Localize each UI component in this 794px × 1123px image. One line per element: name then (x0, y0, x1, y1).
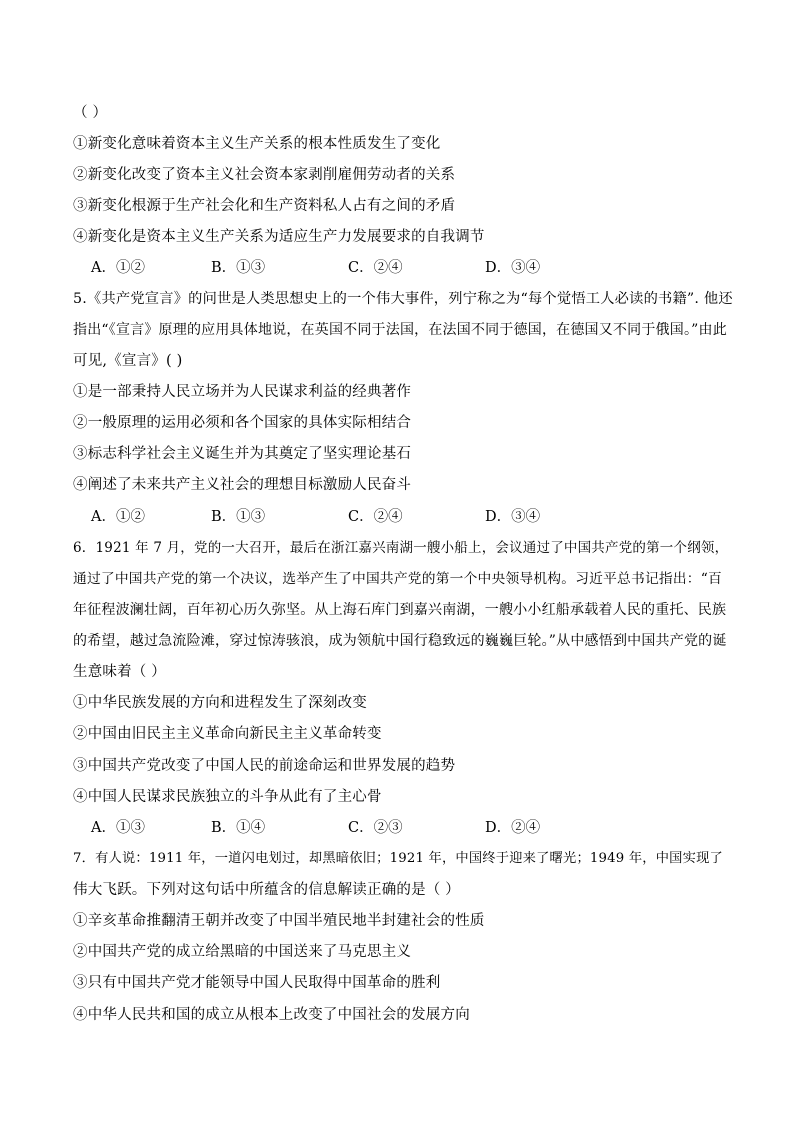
q7-statement-1: ①辛亥革命推翻清王朝并改变了中国半殖民地半封建社会的性质 (73, 913, 485, 929)
q4-statement-1: ①新变化意味着资本主义生产关系的根本性质发生了变化 (73, 136, 441, 152)
q7-stem-line-2: 伟大飞跃。下列对这句话中所蕴含的信息解读正确的是（ ） (73, 882, 461, 898)
q6-stem-line-1: 6．1921 年 7 月，党的一大召开，最后在浙江嘉兴南湖一艘小船上，会议通过了中国共产党的第一个纲领， (73, 540, 729, 556)
q4-options (91, 258, 731, 278)
q5-statement-1: ①是一部秉持人民立场并为人民谋求利益的经典著作 (73, 384, 412, 400)
q6-option-d[interactable]: D．②④ (485, 820, 541, 836)
q5-option-c[interactable]: C．②④ (348, 509, 403, 525)
q5-option-b[interactable]: B．①③ (211, 509, 266, 525)
q5-option-d[interactable]: D．③④ (485, 509, 541, 525)
q5-statement-2: ②一般原理的运用必须和各个国家的具体实际相结合 (73, 415, 412, 431)
q6-statement-2: ②中国由旧民主主义革命向新民主主义革命转变 (73, 726, 382, 742)
q5-stem-line-2: 指出“《宣言》原理的应用具体地说，在英国不同于法国，在法国不同于德国，在德国又不同于俄国。”由此 (73, 322, 727, 338)
q6-option-b[interactable]: B．①④ (211, 820, 266, 836)
q6-options (91, 818, 731, 838)
q7-statement-2: ②中国共产党的成立给黑暗的中国送来了马克思主义 (73, 944, 412, 960)
q6-statement-3: ③中国共产党改变了中国人民的前途命运和世界发展的趋势 (73, 758, 456, 774)
q7-statement-3: ③只有中国共产党才能领导中国人民取得中国革命的胜利 (73, 975, 441, 991)
q5-options (91, 507, 731, 527)
q4-statement-2: ②新变化改变了资本主义社会资本家剥削雇佣劳动者的关系 (73, 167, 456, 183)
q5-option-a[interactable]: A．①② (91, 509, 145, 525)
q7-statement-4: ④中华人民共和国的成立从根本上改变了中国社会的发展方向 (73, 1007, 470, 1023)
q4-option-d[interactable]: D．③④ (485, 260, 541, 276)
q5-statement-4: ④阐述了未来共产主义社会的理想目标激励人民奋斗 (73, 477, 412, 493)
q4-option-a[interactable]: A．①② (91, 260, 145, 276)
q5-stem-line-1: 5.《共产党宣言》的问世是人类思想史上的一个伟大事件，列宁称之为“每个觉悟工人必读的书籍”. 他还 (73, 291, 733, 307)
q6-stem-line-5: 生意味着（ ） (73, 664, 167, 680)
q4-statement-4: ④新变化是资本主义生产关系为适应生产力发展要求的自我调节 (73, 229, 485, 245)
q4-statement-3: ③新变化根源于生产社会化和生产资料私人占有之间的矛盾 (73, 198, 456, 214)
q4-paren: （ ） (73, 105, 108, 121)
q6-statement-4: ④中国人民谋求民族独立的斗争从此有了主心骨 (73, 789, 382, 805)
q7-stem-line-1: 7．有人说：1911 年，一道闪电划过，却黑暗依旧；1921 年，中国终于迎来了曙光；1949 年，中国实现了 (73, 851, 723, 866)
q6-option-c[interactable]: C．②③ (348, 820, 403, 836)
q5-statement-3: ③标志科学社会主义诞生并为其奠定了坚实理论基石 (73, 446, 412, 462)
q6-statement-1: ①中华民族发展的方向和进程发生了深刻改变 (73, 695, 367, 711)
q6-option-a[interactable]: A．①③ (91, 820, 145, 836)
q6-stem-line-4: 的希望，越过急流险滩，穿过惊涛骇浪，成为领航中国行稳致远的巍巍巨轮。”从中感悟到中国共产党的诞 (73, 633, 727, 649)
q6-stem-line-3: 年征程波澜壮阔，百年初心历久弥坚。从上海石库门到嘉兴南湖，一艘小小红船承载着人民的重托、民族 (73, 602, 727, 618)
q4-option-b[interactable]: B．①③ (211, 260, 266, 276)
q6-stem-line-2: 通过了中国共产党的第一个决议，选举产生了中国共产党的第一个中央领导机构。习近平总书记指出：“百 (73, 571, 722, 587)
q5-stem-line-3: 可见,《宣言》( ) (73, 353, 183, 369)
q4-option-c[interactable]: C．②④ (348, 260, 403, 276)
